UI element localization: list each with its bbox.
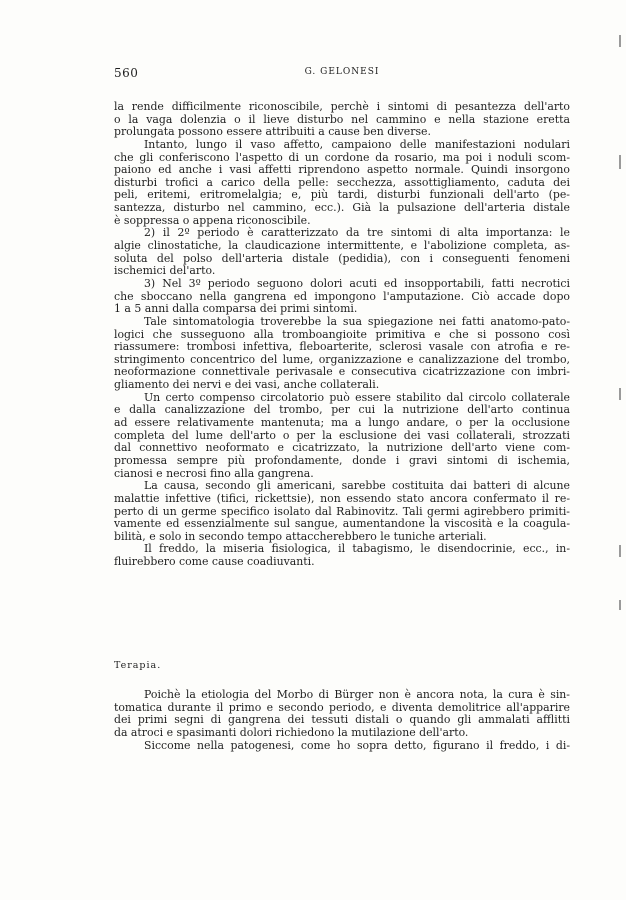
text-line: vamente ed essenzialmente sul sangue, aumentandone la viscosità e la coagula-: [114, 517, 570, 531]
body-text: [114, 101, 570, 569]
text-line: algie clinostatiche, la claudicazione intermittente, e l'abolizione completa, as-: [114, 239, 570, 253]
text-line: completa del lume dell'arto o per la esclusione dei vasi collaterali, strozzati: [114, 428, 570, 442]
text-line: stringimento concentrico del lume, organizzazione e canalizzazione del trombo,: [114, 352, 570, 366]
text-line: promessa sempre più profondamente, donde i gravi sintomi di ischemia,: [114, 453, 570, 467]
running-title: G. GELONESI: [304, 67, 380, 77]
text-line: dal connettivo neoformato e cicatrizzato, la nutrizione dell'arto viene com-: [114, 441, 570, 455]
text-line: 1 a 5 anni dalla comparsa dei primi sintomi.: [114, 302, 358, 316]
text-line: La causa, secondo gli americani, sarebbe costituita dai batteri di alcune: [144, 479, 570, 493]
scan-edge-mark: [619, 35, 621, 47]
text-line: ischemici del'arto.: [114, 264, 216, 278]
text-line: tomatica durante il primo e secondo periodo, e diventa demolitrice all'apparire: [114, 700, 570, 714]
text-line: Intanto, lungo il vaso affetto, campaiono delle manifestazioni nodulari: [144, 137, 570, 151]
therapy-text: [114, 689, 570, 752]
text-line: riassumere: trombosi infettiva, fleboarterite, sclerosi vasale con atrofia e re-: [114, 340, 570, 354]
text-line: neoformazione connettivale perivasale e consecutiva cicatrizzazione con imbri-: [114, 365, 570, 379]
scan-edge-mark: [619, 388, 621, 400]
text-line: 2) il 2º periodo è caratterizzato da tre sintomi di alta importanza: le: [144, 226, 570, 240]
text-line: che sboccano nella gangrena ed impongono l'amputazione. Ciò accade dopo: [114, 289, 570, 303]
text-line: o la vaga dolenzia o il lieve disturbo nel cammino e nella stazione eretta: [114, 112, 570, 126]
text-line: prolungata possono essere attribuiti a cause ben diverse.: [114, 125, 431, 139]
text-line: è soppressa o appena riconoscibile.: [114, 213, 311, 227]
text-line: santezza, disturbo nel cammino, ecc.). Già la pulsazione dell'arteria distale: [114, 201, 570, 215]
text-line: cianosi e necrosi fino alla gangrena.: [114, 466, 314, 480]
text-line: 3) Nel 3º periodo seguono dolori acuti ed insopportabili, fatti necrotici: [144, 276, 570, 290]
text-line: Un certo compenso circolatorio può essere stabilito dal circolo collaterale: [144, 390, 570, 404]
text-line: perto di un germe specifico isolato dal Rabinovitz. Tali germi agirebbero primiti-: [114, 504, 570, 518]
text-line: disturbi trofici a carico della pelle: secchezza, assottigliamento, caduta dei: [114, 175, 570, 189]
text-line: fluirebbero come cause coadiuvanti.: [114, 555, 315, 569]
text-line: Il freddo, la miseria fisiologica, il tabagismo, le disendocrinie, ecc., in-: [144, 542, 570, 556]
text-line: soluta del polso dell'arteria distale (pedidia), con i conseguenti fenomeni: [114, 251, 570, 265]
text-line: logici che susseguono alla tromboangioite primitiva e che si possono così: [114, 327, 570, 341]
text-line: Tale sintomatologia troverebbe la sua spiegazione nei fatti anatomo-pato-: [144, 314, 570, 328]
text-line: Siccome nella patogenesi, come ho sopra detto, figurano il freddo, i di-: [144, 738, 570, 752]
page-number: 560: [114, 66, 139, 80]
text-line: bilità, e solo in secondo tempo attaccherebbero le tuniche arteriali.: [114, 529, 487, 543]
text-line: malattie infettive (tifici, rickettsie), non essendo stato ancora confermato il re-: [114, 491, 570, 505]
text-line: dei primi segni di gangrena dei tessuti distali o quando gli ammalati afflitti: [114, 713, 570, 727]
text-line: ad essere relativamente mantenuta; ma a lungo andare, o per la occlusione: [114, 416, 570, 430]
scan-edge-mark: [619, 600, 621, 610]
text-line: la rende difficilmente riconoscibile, perchè i sintomi di pesantezza dell'arto: [114, 100, 570, 113]
page-header: [114, 66, 570, 82]
text-line: peli, eritemi, eritromelalgia; e, più tardi, disturbi funzionali dell'arto (pe-: [114, 188, 570, 202]
text-line: paiono ed anche i vasi affetti riprendono aspetto normale. Quindi insorgono: [114, 163, 570, 177]
text-line: che gli conferiscono l'aspetto di un cordone da rosario, ma poi i noduli scom-: [114, 150, 570, 164]
text-line: gliamento dei nervi e dei vasi, anche collaterali.: [114, 378, 380, 392]
scan-edge-mark: [619, 155, 621, 169]
section-heading: Terapia.: [114, 660, 162, 671]
text-line: e dalla canalizzazione del trombo, per cui la nutrizione dell'arto continua: [114, 403, 570, 417]
text-line: da atroci e spasimanti dolori richiedono la mutilazione dell'arto.: [114, 725, 469, 739]
text-line: Poichè la etiologia del Morbo di Bürger non è ancora nota, la cura è sin-: [144, 688, 570, 701]
scan-edge-mark: [619, 545, 621, 557]
